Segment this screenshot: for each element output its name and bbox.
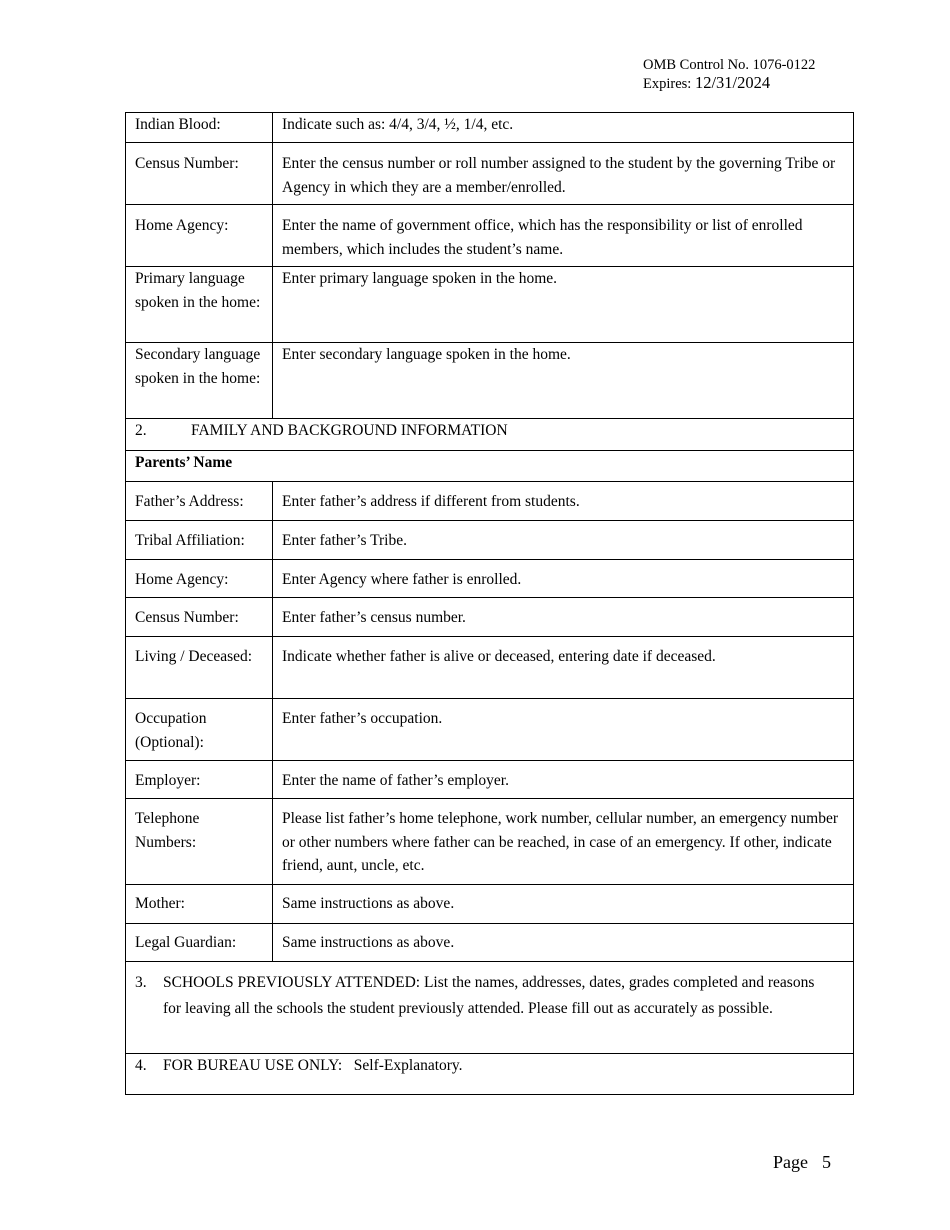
row-text: Enter Agency where father is enrolled. [273,560,854,598]
row-label: Tribal Affiliation: [126,521,273,560]
row-text: Enter primary language spoken in the home. [273,267,854,343]
section-3-number: 3. [135,974,147,991]
row-label: Census Number: [126,143,273,205]
row-label: Living / Deceased: [126,637,273,699]
row-text: Enter the name of father’s employer. [273,761,854,799]
omb-control-number: OMB Control No. 1076-0122 [643,57,816,73]
row-telephone-numbers [126,799,854,885]
parents-name-heading-row [126,451,854,482]
row-text: Enter the census number or roll number assigned to the student by the governing Tribe or Agency in which they are a member/enrolled. [273,143,854,205]
row-text: Same instructions as above. [273,885,854,924]
row-label: Primary language spoken in the home: [126,267,273,343]
row-living-deceased [126,637,854,699]
row-label: Telephone Numbers: [126,799,273,885]
section-3-text: SCHOOLS PREVIOUSLY ATTENDED: List the names, addresses, dates, grades completed and reasons for leaving all the schools the student previously attended. Please fill out as accurately as possible. [163,974,815,1017]
row-text: Indicate such as: 4/4, 3/4, ½, 1/4, etc. [273,113,854,143]
instructions-table [125,112,854,1095]
section-4-row [126,1054,854,1095]
section-2-title: FAMILY AND BACKGROUND INFORMATION [191,422,508,439]
row-secondary-language [126,343,854,419]
row-label: Mother: [126,885,273,924]
row-tribal-affiliation [126,521,854,560]
page-number [773,1152,831,1173]
row-text: Enter the name of government office, which has the responsibility or list of enrolled members, which includes the student’s name. [273,205,854,267]
row-primary-language [126,267,854,343]
row-text: Same instructions as above. [273,924,854,962]
page-label: Page [773,1152,808,1172]
row-occupation [126,699,854,761]
row-mother [126,885,854,924]
row-legal-guardian [126,924,854,962]
row-census-number [126,143,854,205]
row-fathers-address [126,482,854,521]
row-label: Home Agency: [126,205,273,267]
row-label: Indian Blood: [126,113,273,143]
row-text: Enter father’s occupation. [273,699,854,761]
row-label: Legal Guardian: [126,924,273,962]
page-value: 5 [822,1152,831,1172]
row-label: Home Agency: [126,560,273,598]
row-text: Enter father’s Tribe. [273,521,854,560]
expires-label: Expires: [643,76,692,92]
row-text: Indicate whether father is alive or deceased, entering date if deceased. [273,637,854,699]
section-4-number: 4. [135,1057,147,1074]
section-2-heading [126,419,854,451]
row-father-home-agency [126,560,854,598]
row-label: Census Number: [126,598,273,637]
row-label: Father’s Address: [126,482,273,521]
row-label: Secondary language spoken in the home: [126,343,273,419]
row-indian-blood [126,113,854,143]
row-father-census-number [126,598,854,637]
parents-name-heading: Parents’ Name [126,451,854,482]
section-4-text: FOR BUREAU USE ONLY: Self-Explanatory. [163,1057,463,1074]
expires-date: 12/31/2024 [694,73,771,92]
row-home-agency [126,205,854,267]
row-text: Enter father’s address if different from students. [273,482,854,521]
row-text: Please list father’s home telephone, work number, cellular number, an emergency number or other numbers where father can be reached, in case of an emergency. If other, indicate friend, aunt, uncle, etc. [273,799,854,885]
row-employer [126,761,854,799]
section-3-row [126,962,854,1054]
expiration [643,74,815,93]
row-label: Occupation (Optional): [126,699,273,761]
row-text: Enter father’s census number. [273,598,854,637]
row-text: Enter secondary language spoken in the home. [273,343,854,419]
section-2-number: 2. [135,422,147,439]
omb-header [643,57,815,93]
row-label: Employer: [126,761,273,799]
